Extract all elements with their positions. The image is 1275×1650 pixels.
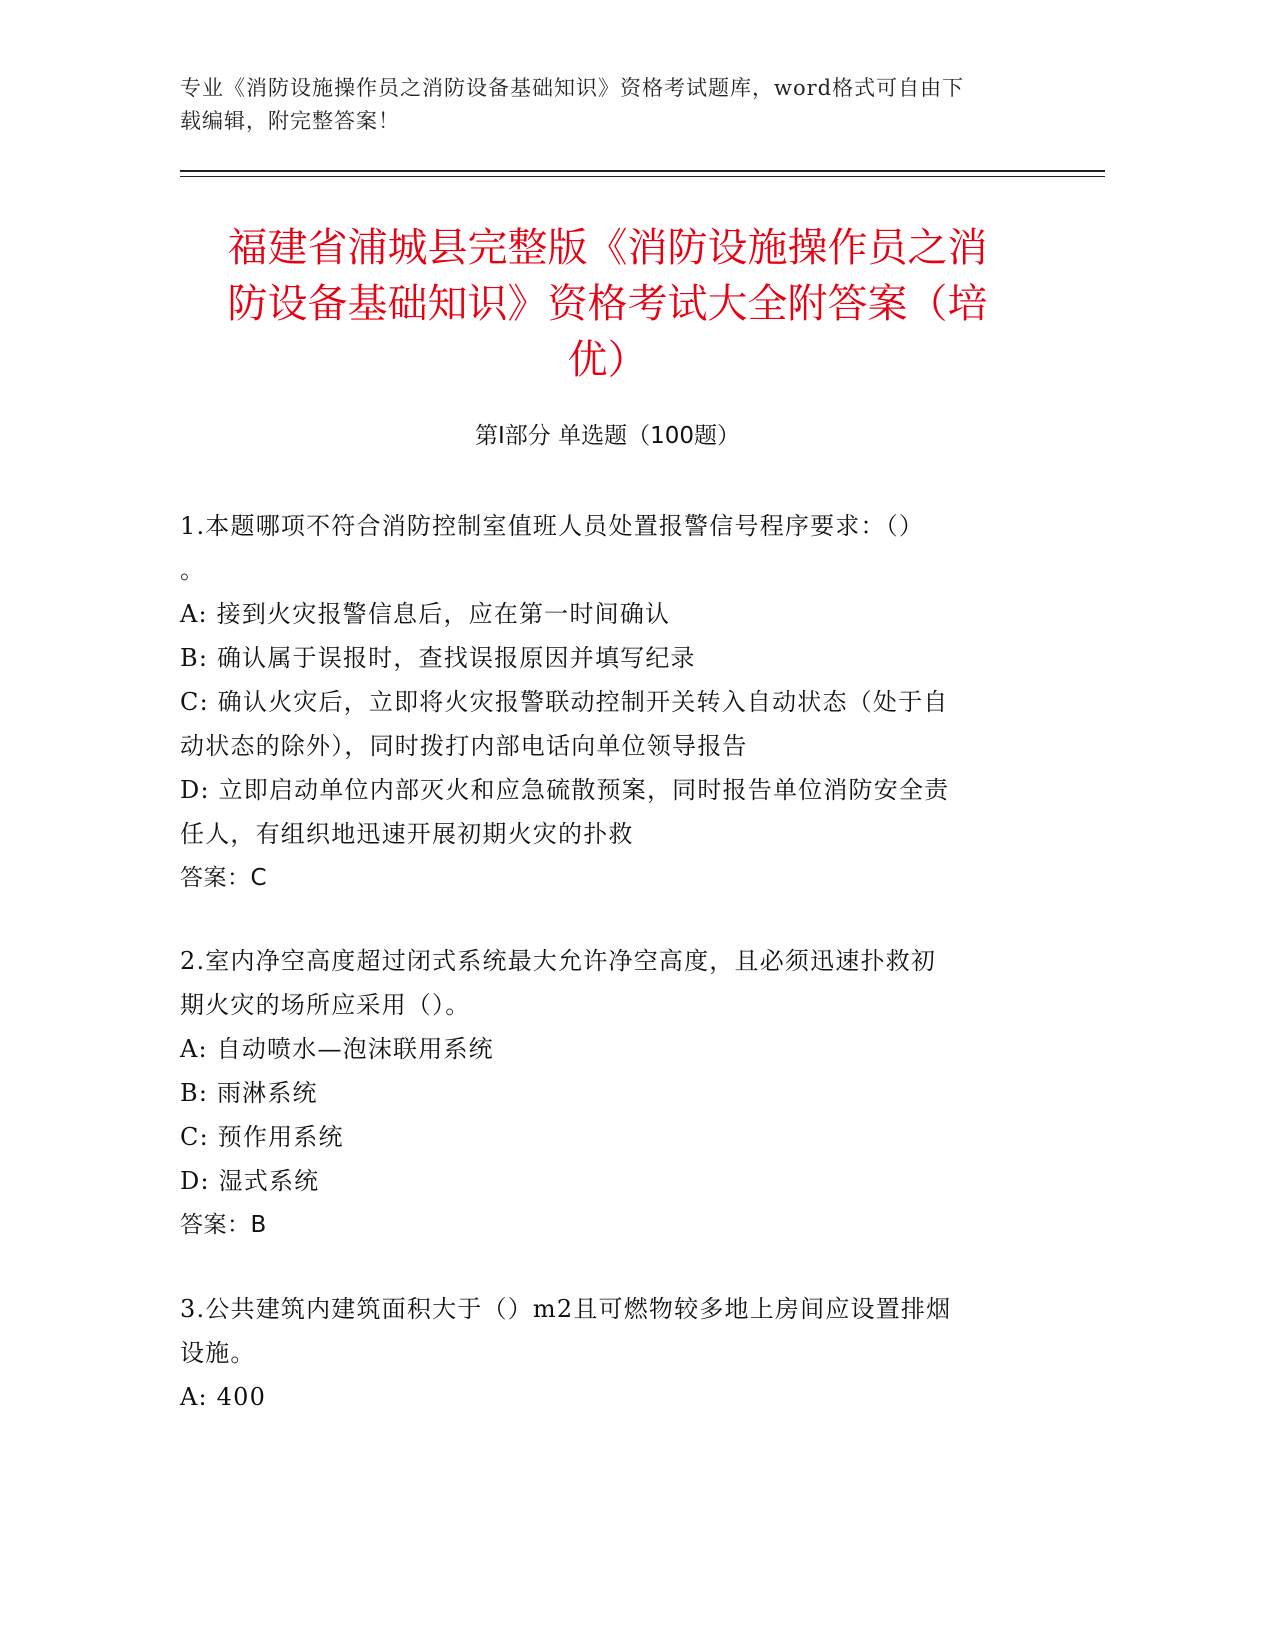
- question-2: [180, 939, 1030, 1247]
- header-divider-thick: [180, 170, 1105, 172]
- document-title-line-1: 福建省浦城县完整版《消防设施操作员之消: [227, 225, 988, 271]
- section-heading: 第Ⅰ部分 单选题（100题）: [475, 423, 740, 449]
- option-b: B: 雨淋系统: [180, 1079, 318, 1107]
- question-1: [180, 504, 1030, 900]
- question-stem-line: 3.公共建筑内建筑面积大于（）m2且可燃物较多地上房间应设置排烟: [180, 1295, 952, 1323]
- header-note-line-1: 专业《消防设施操作员之消防设备基础知识》资格考试题库，word格式可自由下: [180, 76, 965, 100]
- option-a: A: 自动喷水—泡沫联用系统: [180, 1035, 494, 1063]
- question-stem-line: 设施。: [180, 1339, 256, 1367]
- question-stem-line: 1.本题哪项不符合消防控制室值班人员处置报警信号程序要求：（）: [180, 512, 925, 540]
- answer-label: 答案：C: [180, 865, 268, 891]
- question-stem-line: 2.室内净空高度超过闭式系统最大允许净空高度，且必须迅速扑救初: [180, 947, 937, 975]
- option-b: B: 确认属于误报时，查找误报原因并填写纪录: [180, 644, 696, 672]
- option-c: C: 预作用系统: [180, 1123, 344, 1151]
- option-d: D: 湿式系统: [180, 1167, 320, 1195]
- header-note-line-2: 载编辑，附完整答案！: [180, 109, 400, 133]
- question-stem-line: 期火灾的场所应采用（）。: [180, 991, 471, 1019]
- option-d: D: 立即启动单位内部灭火和应急硫散预案，同时报告单位消防安全责: [180, 776, 950, 804]
- header-divider-thin: [180, 176, 1105, 177]
- answer-label: 答案：B: [180, 1212, 267, 1238]
- option-a: A: 400: [180, 1383, 267, 1411]
- option-c: C: 确认火灾后，立即将火灾报警联动控制开关转入自动状态（处于自: [180, 688, 949, 716]
- document-title-line-2: 防设备基础知识》资格考试大全附答案（培: [227, 281, 988, 327]
- option-a: A: 接到火灾报警信息后，应在第一时间确认: [180, 600, 671, 628]
- header-note: [180, 72, 1030, 138]
- document-title: [180, 220, 1035, 388]
- document-title-line-3: 优）: [567, 337, 648, 383]
- option-d-continued: 任人，有组织地迅速开展初期火灾的扑救: [180, 820, 634, 848]
- question-stem-line: 。: [180, 556, 206, 584]
- question-3: [180, 1287, 1030, 1419]
- option-c-continued: 动状态的除外），同时拨打内部电话向单位领导报告: [180, 732, 748, 760]
